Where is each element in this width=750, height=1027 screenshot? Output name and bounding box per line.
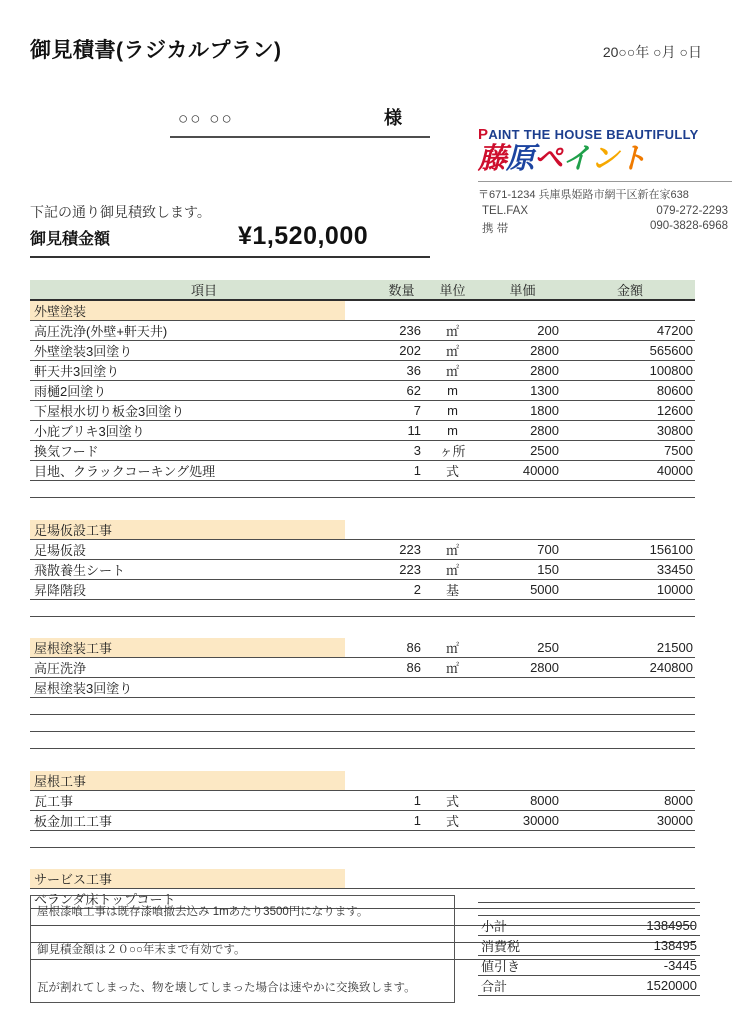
cell-qty — [378, 599, 425, 616]
cell-item — [30, 749, 378, 771]
cell-unit: ㎡ — [425, 321, 480, 341]
cell-qty — [378, 678, 425, 698]
cell-amount — [565, 847, 695, 869]
cell-price — [480, 749, 565, 771]
cell-qty: 86 — [378, 658, 425, 678]
cell-price: 40000 — [480, 461, 565, 481]
totals-label: 小計 — [478, 916, 576, 936]
cell-item: 下屋根水切り板金3回塗り — [30, 401, 378, 421]
item-row — [30, 658, 695, 678]
item-row — [30, 790, 695, 810]
totals-row — [478, 936, 700, 956]
cell-qty — [378, 869, 425, 889]
greeting-text: 下記の通り御見積致します。 — [30, 204, 211, 220]
cell-unit: 基 — [425, 579, 480, 599]
company-address: 〒671-1234 兵庫県姫路市網干区新在家638 — [478, 181, 732, 202]
cell-amount: 156100 — [565, 539, 695, 559]
totals-value: 1520000 — [576, 976, 700, 996]
cell-price — [480, 732, 565, 749]
cell-price: 2800 — [480, 361, 565, 381]
section-row — [30, 520, 695, 540]
logo-char: 藤 — [478, 143, 507, 175]
spacer-row — [30, 732, 695, 749]
cell-item: 足場仮設工事 — [30, 520, 378, 540]
cell-unit — [425, 481, 480, 498]
cell-price: 2800 — [480, 658, 565, 678]
cell-amount — [565, 481, 695, 498]
spacer-row — [30, 847, 695, 869]
cell-qty: 36 — [378, 361, 425, 381]
cell-amount — [565, 715, 695, 732]
tagline-rest: AINT THE HOUSE BEAUTIFULLY — [488, 127, 699, 142]
cell-amount — [565, 678, 695, 698]
cell-amount: 7500 — [565, 441, 695, 461]
cell-item: 小庇ブリキ3回塗り — [30, 421, 378, 441]
company-telfax-row — [478, 202, 732, 217]
cell-unit: ㎡ — [425, 658, 480, 678]
cell-qty: 1 — [378, 810, 425, 830]
cell-unit: m — [425, 401, 480, 421]
cell-qty: 1 — [378, 461, 425, 481]
cell-item: 雨樋2回塗り — [30, 381, 378, 401]
cell-item: 足場仮設 — [30, 539, 378, 559]
cell-unit: m — [425, 381, 480, 401]
spacer-row — [30, 749, 695, 771]
document-date: 20○○年 ○月 ○日 — [602, 44, 702, 60]
estimate-amount-row — [30, 222, 430, 258]
cell-item: 屋根工事 — [30, 771, 378, 791]
cell-item: 換気フード — [30, 441, 378, 461]
cell-price: 700 — [480, 539, 565, 559]
mobile-number: 090-3828-6968 — [649, 220, 728, 233]
cell-price — [480, 678, 565, 698]
cell-amount — [565, 771, 695, 791]
cell-qty — [378, 616, 425, 638]
totals-row — [478, 916, 700, 936]
cell-item: サービス工事 — [30, 869, 378, 889]
totals-value: -3445 — [576, 956, 700, 976]
company-logo — [478, 144, 732, 174]
table-header-row — [30, 280, 695, 300]
cell-item: 外壁塗装3回塗り — [30, 341, 378, 361]
col-header-unit: 単位 — [425, 280, 480, 300]
item-row — [30, 341, 695, 361]
cell-price — [480, 616, 565, 638]
cell-item: 高圧洗浄 — [30, 658, 378, 678]
section-row — [30, 638, 695, 658]
cell-item: 屋根塗装工事 — [30, 638, 378, 658]
col-header-qty: 数量 — [378, 280, 425, 300]
cell-amount: 10000 — [565, 579, 695, 599]
cell-price: 8000 — [480, 790, 565, 810]
spacer-row — [30, 481, 695, 498]
cell-item: ベランダ床トップコート — [30, 889, 378, 909]
cell-qty — [378, 300, 425, 321]
cell-qty — [378, 498, 425, 520]
cell-item — [30, 481, 378, 498]
cell-price — [480, 830, 565, 847]
item-row — [30, 321, 695, 341]
cell-qty — [378, 732, 425, 749]
cell-qty — [378, 847, 425, 869]
note-line: 御見積金額は２０○○年末まで有効です。 — [37, 944, 246, 956]
cell-unit: m — [425, 421, 480, 441]
cell-unit: ㎡ — [425, 539, 480, 559]
cell-amount — [565, 830, 695, 847]
cell-price — [480, 771, 565, 791]
logo-char: 原 — [506, 143, 535, 175]
cell-price: 2500 — [480, 441, 565, 461]
cell-amount: 8000 — [565, 790, 695, 810]
item-row — [30, 678, 695, 698]
cell-unit: 式 — [425, 810, 480, 830]
telfax-number: 079-272-2293 — [656, 205, 728, 218]
spacer-row — [30, 498, 695, 520]
cell-amount: 33450 — [565, 559, 695, 579]
totals-label: 消費税 — [478, 936, 576, 956]
cell-price — [480, 599, 565, 616]
cell-qty — [378, 520, 425, 540]
telfax-label: TEL.FAX — [482, 205, 529, 218]
cell-item — [30, 498, 378, 520]
cell-amount — [565, 300, 695, 321]
cell-qty: 223 — [378, 539, 425, 559]
company-logo-block — [478, 126, 732, 236]
cell-unit — [425, 869, 480, 889]
cell-item: 昇降階段 — [30, 579, 378, 599]
cell-amount: 47200 — [565, 321, 695, 341]
cell-qty — [378, 698, 425, 715]
cell-price — [480, 300, 565, 321]
cell-amount: 100800 — [565, 361, 695, 381]
item-row — [30, 401, 695, 421]
cell-amount — [565, 869, 695, 889]
estimate-amount-label: 御見積金額 — [30, 231, 111, 248]
cell-qty: 2 — [378, 579, 425, 599]
totals-value: 1384950 — [576, 916, 700, 936]
spacer-row — [30, 599, 695, 616]
logo-char: イ — [562, 143, 591, 175]
customer-honorific: 様 — [384, 108, 402, 128]
cell-item — [30, 599, 378, 616]
logo-char: ト — [618, 143, 647, 175]
mobile-label: 携 帯 — [482, 223, 509, 236]
item-row — [30, 381, 695, 401]
cell-price — [480, 847, 565, 869]
section-row — [30, 771, 695, 791]
totals-table — [478, 915, 700, 996]
cell-price — [480, 869, 565, 889]
cell-item — [30, 830, 378, 847]
cell-price — [480, 715, 565, 732]
cell-amount: 240800 — [565, 658, 695, 678]
cell-amount: 30800 — [565, 421, 695, 441]
cell-price — [480, 481, 565, 498]
cell-price: 2800 — [480, 421, 565, 441]
cell-price: 1800 — [480, 401, 565, 421]
cell-item: 屋根塗装3回塗り — [30, 678, 378, 698]
item-row — [30, 421, 695, 441]
cell-price: 2800 — [480, 341, 565, 361]
totals-label: 合計 — [478, 976, 576, 996]
col-header-price: 単価 — [480, 280, 565, 300]
cell-item — [30, 698, 378, 715]
cell-item: 瓦工事 — [30, 790, 378, 810]
cell-item: 外壁塗装 — [30, 300, 378, 321]
cell-unit — [425, 678, 480, 698]
cell-qty: 223 — [378, 559, 425, 579]
section-row — [30, 869, 695, 889]
col-header-amount: 金額 — [565, 280, 695, 300]
cell-price: 250 — [480, 638, 565, 658]
cell-unit: ㎡ — [425, 361, 480, 381]
cell-unit — [425, 300, 480, 321]
spacer-row — [30, 830, 695, 847]
customer-name: ○○ ○○ — [178, 109, 234, 128]
cell-item: 目地、クラックコーキング処理 — [30, 461, 378, 481]
cell-item: 飛散養生シート — [30, 559, 378, 579]
totals-top-line — [478, 902, 700, 903]
spacer-row — [30, 616, 695, 638]
cell-amount: 30000 — [565, 810, 695, 830]
company-mobile-row — [478, 217, 732, 236]
cell-qty: 1 — [378, 790, 425, 810]
totals-row — [478, 956, 700, 976]
cell-amount — [565, 732, 695, 749]
note-line: 屋根漆喰工事は既存漆喰撤去込み 1mあたり3500円になります。 — [37, 906, 369, 918]
cell-unit — [425, 520, 480, 540]
cell-item — [30, 732, 378, 749]
cell-price — [480, 498, 565, 520]
cell-unit: 式 — [425, 790, 480, 810]
cell-unit: ㎡ — [425, 559, 480, 579]
notes-box — [30, 895, 455, 1003]
estimate-amount-value: ¥1,520,000 — [238, 222, 369, 250]
cell-qty: 7 — [378, 401, 425, 421]
cell-unit — [425, 698, 480, 715]
cell-item — [30, 715, 378, 732]
cell-price: 30000 — [480, 810, 565, 830]
cell-price: 150 — [480, 559, 565, 579]
cell-unit — [425, 715, 480, 732]
page-title: 御見積書(ラジカルプラン) — [30, 39, 282, 62]
totals-value: 138495 — [576, 936, 700, 956]
cell-unit — [425, 599, 480, 616]
cell-item — [30, 847, 378, 869]
cell-amount: 21500 — [565, 638, 695, 658]
cell-qty: 3 — [378, 441, 425, 461]
cell-amount: 40000 — [565, 461, 695, 481]
cell-item: 板金加工工事 — [30, 810, 378, 830]
item-row — [30, 539, 695, 559]
totals-row — [478, 976, 700, 996]
cell-unit — [425, 616, 480, 638]
item-row — [30, 441, 695, 461]
cell-amount — [565, 698, 695, 715]
col-header-item: 項目 — [30, 280, 378, 300]
cell-qty — [378, 771, 425, 791]
cell-unit — [425, 847, 480, 869]
cell-amount — [565, 498, 695, 520]
item-row — [30, 361, 695, 381]
cell-qty — [378, 481, 425, 498]
item-row — [30, 461, 695, 481]
customer-line — [170, 104, 430, 138]
cell-amount: 12600 — [565, 401, 695, 421]
item-row — [30, 559, 695, 579]
cell-item: 軒天井3回塗り — [30, 361, 378, 381]
cell-unit: ㎡ — [425, 638, 480, 658]
cell-qty — [378, 749, 425, 771]
cell-unit — [425, 732, 480, 749]
cell-qty: 11 — [378, 421, 425, 441]
logo-char: ペ — [534, 143, 563, 175]
cell-price: 1300 — [480, 381, 565, 401]
company-tagline — [478, 126, 732, 143]
cell-unit — [425, 749, 480, 771]
cell-price: 5000 — [480, 579, 565, 599]
cell-price — [480, 889, 565, 909]
cell-unit: ヶ所 — [425, 441, 480, 461]
cell-amount: 80600 — [565, 381, 695, 401]
totals-label: 値引き — [478, 956, 576, 976]
spacer-row — [30, 715, 695, 732]
cell-amount — [565, 889, 695, 909]
spacer-row — [30, 698, 695, 715]
cell-amount — [565, 599, 695, 616]
item-row — [30, 810, 695, 830]
cell-unit — [425, 498, 480, 520]
logo-char: ン — [590, 143, 619, 175]
cell-unit — [425, 771, 480, 791]
cell-item: 高圧洗浄(外壁+軒天井) — [30, 321, 378, 341]
item-row — [30, 579, 695, 599]
cell-unit: 式 — [425, 461, 480, 481]
cell-item — [30, 616, 378, 638]
cell-qty — [378, 830, 425, 847]
section-row — [30, 300, 695, 321]
cell-qty — [378, 715, 425, 732]
cell-amount — [565, 520, 695, 540]
cell-price — [480, 698, 565, 715]
cell-amount — [565, 749, 695, 771]
cell-qty: 62 — [378, 381, 425, 401]
cell-qty: 86 — [378, 638, 425, 658]
cell-price: 200 — [480, 321, 565, 341]
cell-qty: 202 — [378, 341, 425, 361]
cell-amount — [565, 616, 695, 638]
cell-price — [480, 520, 565, 540]
cell-unit: ㎡ — [425, 341, 480, 361]
note-line: 瓦が割れてしまった、物を壊してしまった場合は速やかに交換致します。 — [37, 982, 416, 994]
cell-amount: 565600 — [565, 341, 695, 361]
cell-qty: 236 — [378, 321, 425, 341]
items-table — [30, 280, 695, 960]
cell-unit — [425, 830, 480, 847]
tagline-first-letter: P — [478, 126, 489, 143]
